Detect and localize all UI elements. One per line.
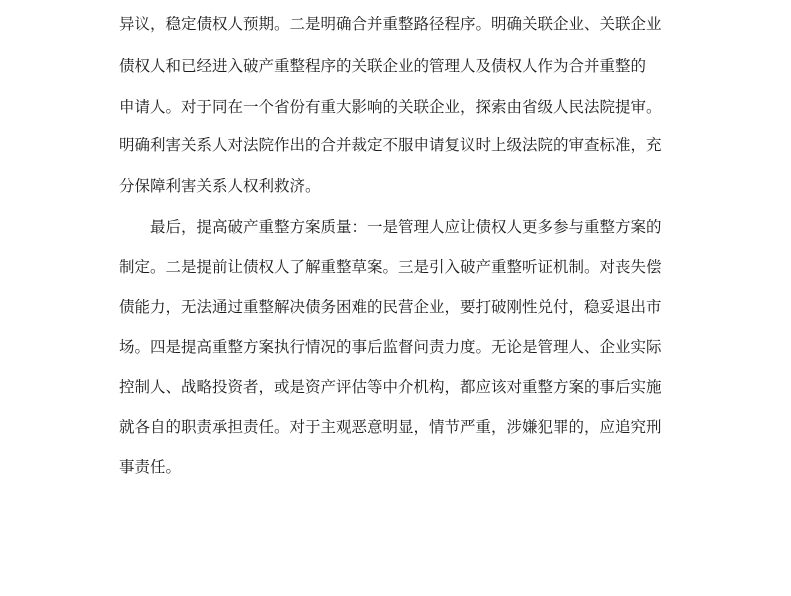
text-line-9: 场。四是提高重整方案执行情况的事后监督问责力度。无论是管理人、企业实际	[119, 338, 662, 356]
text-line-12: 事责任。	[119, 458, 182, 476]
text-line-1: 异议，稳定债权人预期。二是明确合并重整路径程序。明确关联企业、关联企业	[119, 15, 662, 33]
text-line-8: 债能力，无法通过重整解决债务困难的民营企业，要打破刚性兑付，稳妥退出市	[119, 298, 662, 316]
text-line-3: 申请人。对于同在一个省份有重大影响的关联企业，探索由省级人民法院提审。	[119, 98, 662, 116]
text-line-6: 最后，提高破产重整方案质量：一是管理人应让债权人更多参与重整方案的	[150, 218, 662, 236]
text-line-7: 制定。二是提前让债权人了解重整草案。三是引入破产重整听证机制。对丧失偿	[119, 258, 662, 276]
text-line-2: 债权人和已经进入破产重整程序的关联企业的管理人及债权人作为合并重整的	[119, 57, 647, 75]
text-line-10: 控制人、战略投资者，或是资产评估等中介机构，都应该对重整方案的事后实施	[119, 378, 662, 396]
text-line-4: 明确利害关系人对法院作出的合并裁定不服申请复议时上级法院的审查标准，充	[119, 136, 662, 154]
text-line-11: 就各自的职责承担责任。对于主观恶意明显，情节严重，涉嫌犯罪的，应追究刑	[119, 418, 662, 436]
text-line-5: 分保障利害关系人权利救济。	[119, 177, 321, 195]
